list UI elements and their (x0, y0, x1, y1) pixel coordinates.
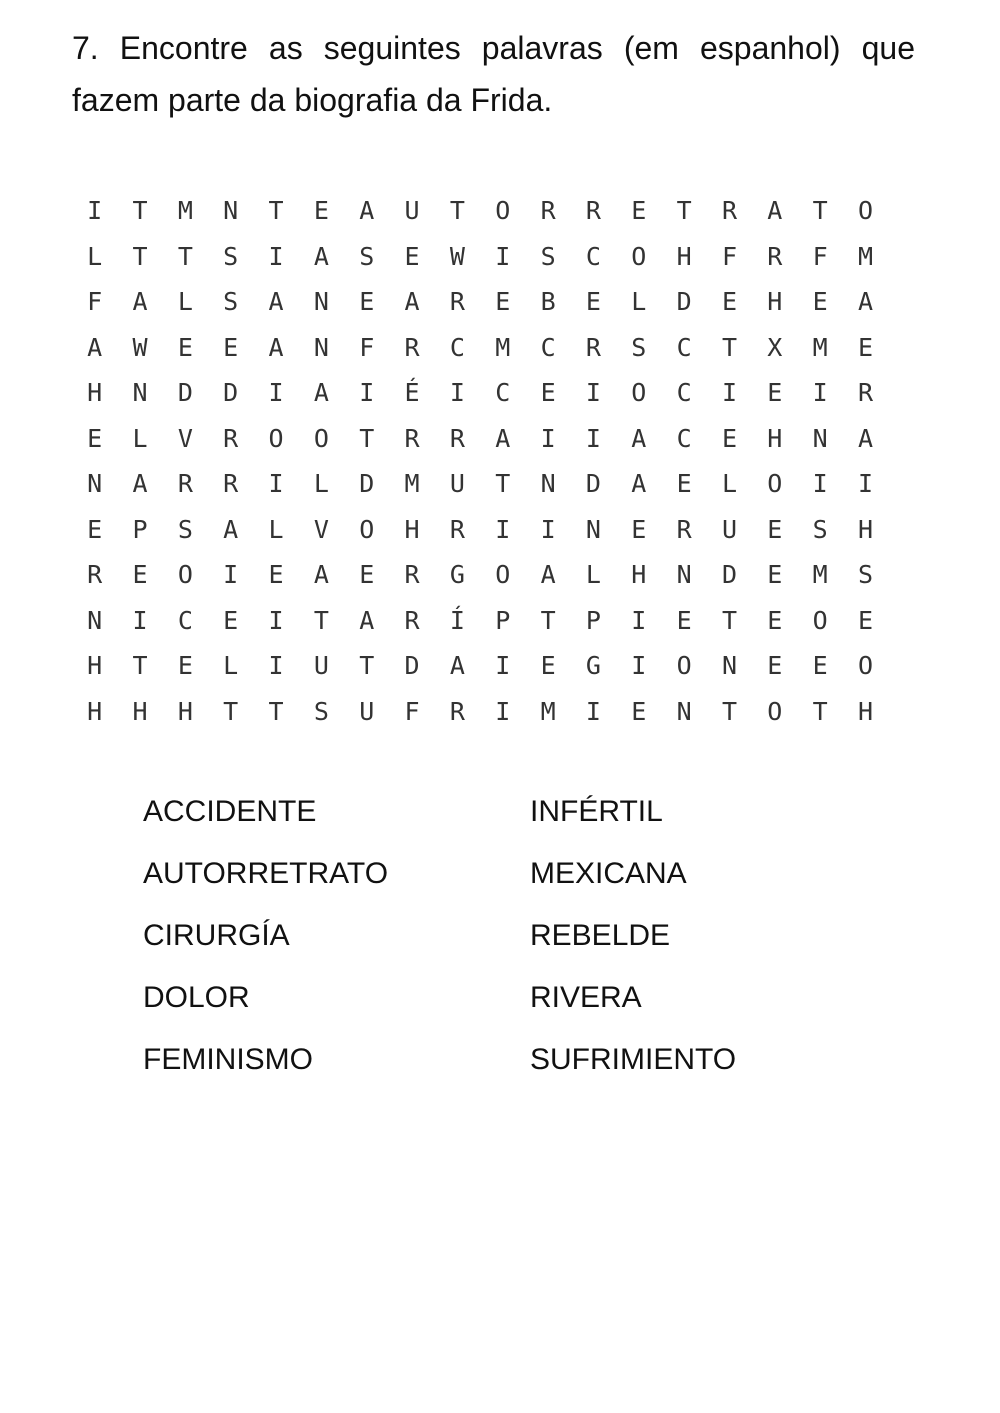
grid-letter[interactable]: U (404, 196, 420, 226)
grid-letter[interactable]: A (631, 423, 647, 453)
grid-letter[interactable]: O (857, 651, 874, 681)
grid-row (72, 689, 888, 735)
grid-letter[interactable]: E (721, 423, 738, 453)
grid-letter[interactable]: D (223, 378, 239, 408)
grid-letter[interactable]: O (812, 605, 828, 635)
word-list-item: CIRURGÍA (143, 919, 290, 952)
grid-row (72, 552, 888, 598)
grid-letter[interactable]: O (676, 651, 692, 681)
grid-letter[interactable]: H (857, 514, 874, 544)
grid-letter[interactable]: I (495, 241, 511, 271)
grid-letter[interactable]: G (449, 560, 465, 590)
grid-letter[interactable]: R (676, 514, 692, 544)
grid-letter[interactable]: E (767, 378, 783, 408)
grid-letter[interactable]: H (857, 696, 874, 726)
grid-letter[interactable]: T (268, 196, 284, 226)
word-list-item: ACCIDENTE (143, 795, 317, 828)
grid-letter[interactable]: R (449, 696, 465, 726)
grid-letter[interactable]: S (857, 560, 874, 590)
grid-letter[interactable]: I (812, 469, 828, 499)
grid-letter[interactable]: A (132, 287, 148, 317)
grid-letter[interactable]: O (631, 241, 647, 271)
grid-letter[interactable]: R (177, 469, 193, 499)
grid-letter[interactable]: C (676, 332, 692, 362)
grid-row (72, 234, 888, 280)
grid-letter[interactable]: T (495, 469, 511, 499)
grid-letter[interactable]: C (540, 332, 556, 362)
grid-letter[interactable]: S (540, 241, 556, 271)
grid-letter[interactable]: I (857, 469, 874, 499)
grid-letter[interactable]: S (223, 287, 239, 317)
grid-letter[interactable]: U (313, 651, 329, 681)
grid-letter[interactable]: N (87, 469, 103, 499)
grid-letter[interactable]: T (223, 696, 239, 726)
word-list-item: AUTORRETRATO (143, 857, 389, 890)
grid-letter[interactable]: I (268, 469, 284, 499)
grid-letter[interactable]: I (132, 605, 148, 635)
grid-letter[interactable]: S (812, 514, 828, 544)
grid-letter[interactable]: A (268, 332, 284, 362)
grid-letter[interactable]: S (359, 241, 375, 271)
grid-letter[interactable]: E (540, 378, 556, 408)
grid-letter[interactable]: I (495, 696, 511, 726)
grid-letter[interactable]: S (223, 241, 239, 271)
grid-letter[interactable]: C (449, 332, 465, 362)
grid-letter[interactable]: I (721, 378, 738, 408)
word-list-item: FEMINISMO (143, 1043, 313, 1076)
grid-letter[interactable]: R (449, 287, 465, 317)
grid-letter[interactable]: T (132, 196, 148, 226)
grid-letter[interactable]: R (721, 196, 738, 226)
grid-letter[interactable]: C (585, 241, 601, 271)
grid-letter[interactable]: L (132, 423, 148, 453)
grid-letter[interactable]: I (268, 378, 284, 408)
grid-letter[interactable]: E (177, 332, 193, 362)
grid-letter[interactable]: T (313, 605, 329, 635)
grid-letter[interactable]: C (177, 605, 193, 635)
grid-letter[interactable]: R (449, 514, 465, 544)
grid-letter[interactable]: P (132, 514, 148, 544)
grid-letter[interactable]: D (721, 560, 738, 590)
grid-letter[interactable]: L (177, 287, 193, 317)
grid-letter[interactable]: L (313, 469, 329, 499)
grid-letter[interactable]: O (268, 423, 284, 453)
grid-letter[interactable]: E (540, 651, 556, 681)
grid-letter[interactable]: E (767, 514, 783, 544)
grid-letter[interactable]: A (313, 560, 329, 590)
grid-letter[interactable]: Í (449, 605, 465, 635)
grid-row (72, 461, 888, 507)
grid-letter[interactable]: V (313, 514, 329, 544)
grid-letter[interactable]: I (268, 651, 284, 681)
grid-letter[interactable]: R (404, 332, 420, 362)
grid-letter[interactable]: R (449, 423, 465, 453)
grid-letter[interactable]: H (631, 560, 647, 590)
grid-letter[interactable]: O (359, 514, 375, 544)
grid-letter[interactable]: D (676, 287, 692, 317)
grid-letter[interactable]: R (404, 605, 420, 635)
grid-letter[interactable]: O (767, 469, 783, 499)
grid-row (72, 643, 888, 689)
grid-letter[interactable]: A (631, 469, 647, 499)
grid-letter[interactable]: L (585, 560, 601, 590)
grid-letter[interactable]: A (495, 423, 511, 453)
grid-letter[interactable]: N (313, 332, 329, 362)
grid-letter[interactable]: T (268, 696, 284, 726)
grid-letter[interactable]: E (631, 696, 647, 726)
grid-letter[interactable]: D (359, 469, 375, 499)
grid-letter[interactable]: I (585, 423, 601, 453)
grid-letter[interactable]: T (812, 696, 828, 726)
grid-letter[interactable]: L (721, 469, 738, 499)
grid-letter[interactable]: V (177, 423, 193, 453)
grid-letter[interactable]: I (631, 605, 647, 635)
grid-letter[interactable]: E (812, 287, 828, 317)
grid-letter[interactable]: W (449, 241, 465, 271)
grid-letter[interactable]: F (404, 696, 420, 726)
grid-letter[interactable]: A (540, 560, 556, 590)
grid-letter[interactable]: E (631, 514, 647, 544)
grid-letter[interactable]: U (721, 514, 738, 544)
grid-letter[interactable]: R (223, 469, 239, 499)
grid-letter[interactable]: L (223, 651, 239, 681)
grid-letter[interactable]: E (676, 605, 692, 635)
grid-letter[interactable]: W (132, 332, 148, 362)
grid-letter[interactable]: T (676, 196, 692, 226)
grid-letter[interactable]: E (767, 605, 783, 635)
grid-letter[interactable]: E (767, 560, 783, 590)
grid-letter[interactable]: A (313, 241, 329, 271)
grid-letter[interactable]: I (268, 605, 284, 635)
word-list (143, 786, 843, 1096)
grid-letter[interactable]: I (631, 651, 647, 681)
grid-letter[interactable]: I (540, 514, 556, 544)
grid-letter[interactable]: É (404, 378, 420, 408)
grid-letter[interactable]: R (585, 196, 601, 226)
grid-letter[interactable]: A (132, 469, 148, 499)
grid-letter[interactable]: T (721, 696, 738, 726)
grid-letter[interactable]: D (177, 378, 193, 408)
grid-letter[interactable]: A (404, 287, 420, 317)
grid-letter[interactable]: T (721, 332, 738, 362)
grid-letter[interactable]: A (449, 651, 465, 681)
grid-letter[interactable]: N (721, 651, 738, 681)
grid-letter[interactable]: N (676, 696, 692, 726)
grid-row (72, 325, 888, 371)
grid-letter[interactable]: H (87, 378, 103, 408)
grid-letter[interactable]: I (585, 696, 601, 726)
word-search-grid (72, 188, 888, 734)
grid-letter[interactable]: R (404, 423, 420, 453)
grid-letter[interactable]: S (313, 696, 329, 726)
grid-letter[interactable]: C (495, 378, 511, 408)
word-list-item: REBELDE (530, 919, 671, 952)
grid-letter[interactable]: A (87, 332, 103, 362)
grid-letter[interactable]: I (540, 423, 556, 453)
grid-letter[interactable]: R (404, 560, 420, 590)
grid-letter[interactable]: O (857, 196, 874, 226)
grid-letter[interactable]: A (857, 287, 874, 317)
grid-letter[interactable]: H (87, 651, 103, 681)
grid-letter[interactable]: P (585, 605, 601, 635)
word-list-item: RIVERA (530, 981, 642, 1014)
grid-letter[interactable]: D (585, 469, 601, 499)
word-list-item: INFÉRTIL (530, 795, 663, 828)
grid-letter[interactable]: T (177, 241, 193, 271)
grid-letter[interactable]: E (313, 196, 329, 226)
grid-letter[interactable]: N (132, 378, 148, 408)
grid-letter[interactable]: C (676, 423, 692, 453)
grid-letter[interactable]: A (268, 287, 284, 317)
grid-letter[interactable]: G (585, 651, 601, 681)
grid-letter[interactable]: O (631, 378, 647, 408)
grid-letter[interactable]: H (87, 696, 103, 726)
grid-letter[interactable]: E (177, 651, 193, 681)
grid-letter[interactable]: M (495, 332, 511, 362)
grid-letter[interactable]: L (87, 241, 103, 271)
grid-letter[interactable]: E (631, 196, 647, 226)
grid-letter[interactable]: T (359, 423, 375, 453)
grid-letter[interactable]: E (268, 560, 284, 590)
grid-letter[interactable]: T (449, 196, 465, 226)
grid-letter[interactable]: O (313, 423, 329, 453)
grid-letter[interactable]: R (585, 332, 601, 362)
grid-letter[interactable]: I (359, 378, 375, 408)
word-list-item: MEXICANA (530, 857, 687, 890)
grid-letter[interactable]: A (359, 196, 375, 226)
grid-letter[interactable]: E (223, 605, 239, 635)
grid-letter[interactable]: I (495, 651, 511, 681)
grid-letter[interactable]: E (812, 651, 828, 681)
grid-letter[interactable]: F (812, 241, 828, 271)
grid-letter[interactable]: H (676, 241, 692, 271)
grid-letter[interactable]: U (359, 696, 375, 726)
grid-letter[interactable]: A (359, 605, 375, 635)
grid-letter[interactable]: I (812, 378, 828, 408)
grid-letter[interactable]: R (87, 560, 103, 590)
grid-letter[interactable]: E (359, 287, 375, 317)
grid-letter[interactable]: E (721, 287, 738, 317)
grid-letter[interactable]: E (132, 560, 148, 590)
grid-letter[interactable]: T (132, 651, 148, 681)
grid-letter[interactable]: M (857, 241, 874, 271)
word-list-item: DOLOR (143, 981, 250, 1014)
grid-row (72, 598, 888, 644)
grid-letter[interactable]: S (631, 332, 647, 362)
grid-letter[interactable]: A (767, 196, 783, 226)
grid-letter[interactable]: N (87, 605, 103, 635)
grid-letter[interactable]: L (268, 514, 284, 544)
grid-letter[interactable]: E (404, 241, 420, 271)
grid-letter[interactable]: N (585, 514, 601, 544)
grid-letter[interactable]: F (721, 241, 738, 271)
word-list-item: SUFRIMIENTO (530, 1043, 737, 1076)
grid-letter[interactable]: E (359, 560, 375, 590)
grid-letter[interactable]: M (540, 696, 556, 726)
grid-letter[interactable]: E (87, 514, 103, 544)
grid-letter[interactable]: A (857, 423, 874, 453)
grid-letter[interactable]: M (404, 469, 420, 499)
grid-letter[interactable]: N (313, 287, 329, 317)
grid-letter[interactable]: I (585, 378, 601, 408)
grid-letter[interactable]: N (812, 423, 828, 453)
grid-letter[interactable]: H (767, 423, 783, 453)
grid-letter[interactable]: E (223, 332, 239, 362)
grid-letter[interactable]: R (223, 423, 239, 453)
grid-letter[interactable]: E (87, 423, 103, 453)
grid-letter[interactable]: C (676, 378, 692, 408)
grid-letter[interactable]: E (676, 469, 692, 499)
grid-letter[interactable]: H (404, 514, 420, 544)
grid-letter[interactable]: D (404, 651, 420, 681)
instruction-text: 7. Encontre as seguintes palavras (em espanhol) que fazem parte da biografia da Frida. (72, 30, 915, 118)
grid-row (72, 188, 888, 234)
grid-letter[interactable]: X (767, 332, 783, 362)
grid-letter[interactable]: E (585, 287, 601, 317)
grid-letter[interactable]: O (767, 696, 783, 726)
grid-letter[interactable]: E (857, 332, 874, 362)
grid-letter[interactable]: N (540, 469, 556, 499)
grid-letter[interactable]: I (87, 196, 103, 226)
grid-letter[interactable]: A (313, 378, 329, 408)
grid-row (72, 370, 888, 416)
grid-letter[interactable]: M (812, 560, 828, 590)
grid-letter[interactable]: R (857, 378, 874, 408)
grid-letter[interactable]: T (721, 605, 738, 635)
grid-letter[interactable]: O (495, 196, 511, 226)
grid-letter[interactable]: L (631, 287, 647, 317)
grid-letter[interactable]: E (495, 287, 511, 317)
grid-letter[interactable]: N (676, 560, 692, 590)
grid-letter[interactable]: N (223, 196, 239, 226)
grid-letter[interactable]: R (540, 196, 556, 226)
grid-letter[interactable]: P (495, 605, 511, 635)
grid-letter[interactable]: I (495, 514, 511, 544)
grid-letter[interactable]: H (767, 287, 783, 317)
grid-letter[interactable]: F (359, 332, 375, 362)
grid-letter[interactable]: I (268, 241, 284, 271)
grid-letter[interactable]: U (449, 469, 465, 499)
grid-letter[interactable]: E (767, 651, 783, 681)
grid-letter[interactable]: T (359, 651, 375, 681)
grid-letter[interactable]: M (177, 196, 193, 226)
grid-letter[interactable]: A (223, 514, 239, 544)
grid-letter[interactable]: H (177, 696, 193, 726)
grid-row (72, 507, 888, 553)
grid-letter[interactable]: H (132, 696, 148, 726)
grid-letter[interactable]: F (87, 287, 103, 317)
grid-letter[interactable]: O (177, 560, 193, 590)
grid-letter[interactable]: T (540, 605, 556, 635)
grid-letter[interactable]: S (177, 514, 193, 544)
grid-letter[interactable]: R (767, 241, 783, 271)
grid-letter[interactable]: E (857, 605, 874, 635)
grid-letter[interactable]: M (812, 332, 828, 362)
grid-row (72, 416, 888, 462)
grid-letter[interactable]: I (223, 560, 239, 590)
grid-letter[interactable]: T (812, 196, 828, 226)
grid-row (72, 279, 888, 325)
grid-letter[interactable]: O (495, 560, 511, 590)
grid-letter[interactable]: I (449, 378, 465, 408)
grid-letter[interactable]: T (132, 241, 148, 271)
grid-letter[interactable]: B (540, 287, 556, 317)
